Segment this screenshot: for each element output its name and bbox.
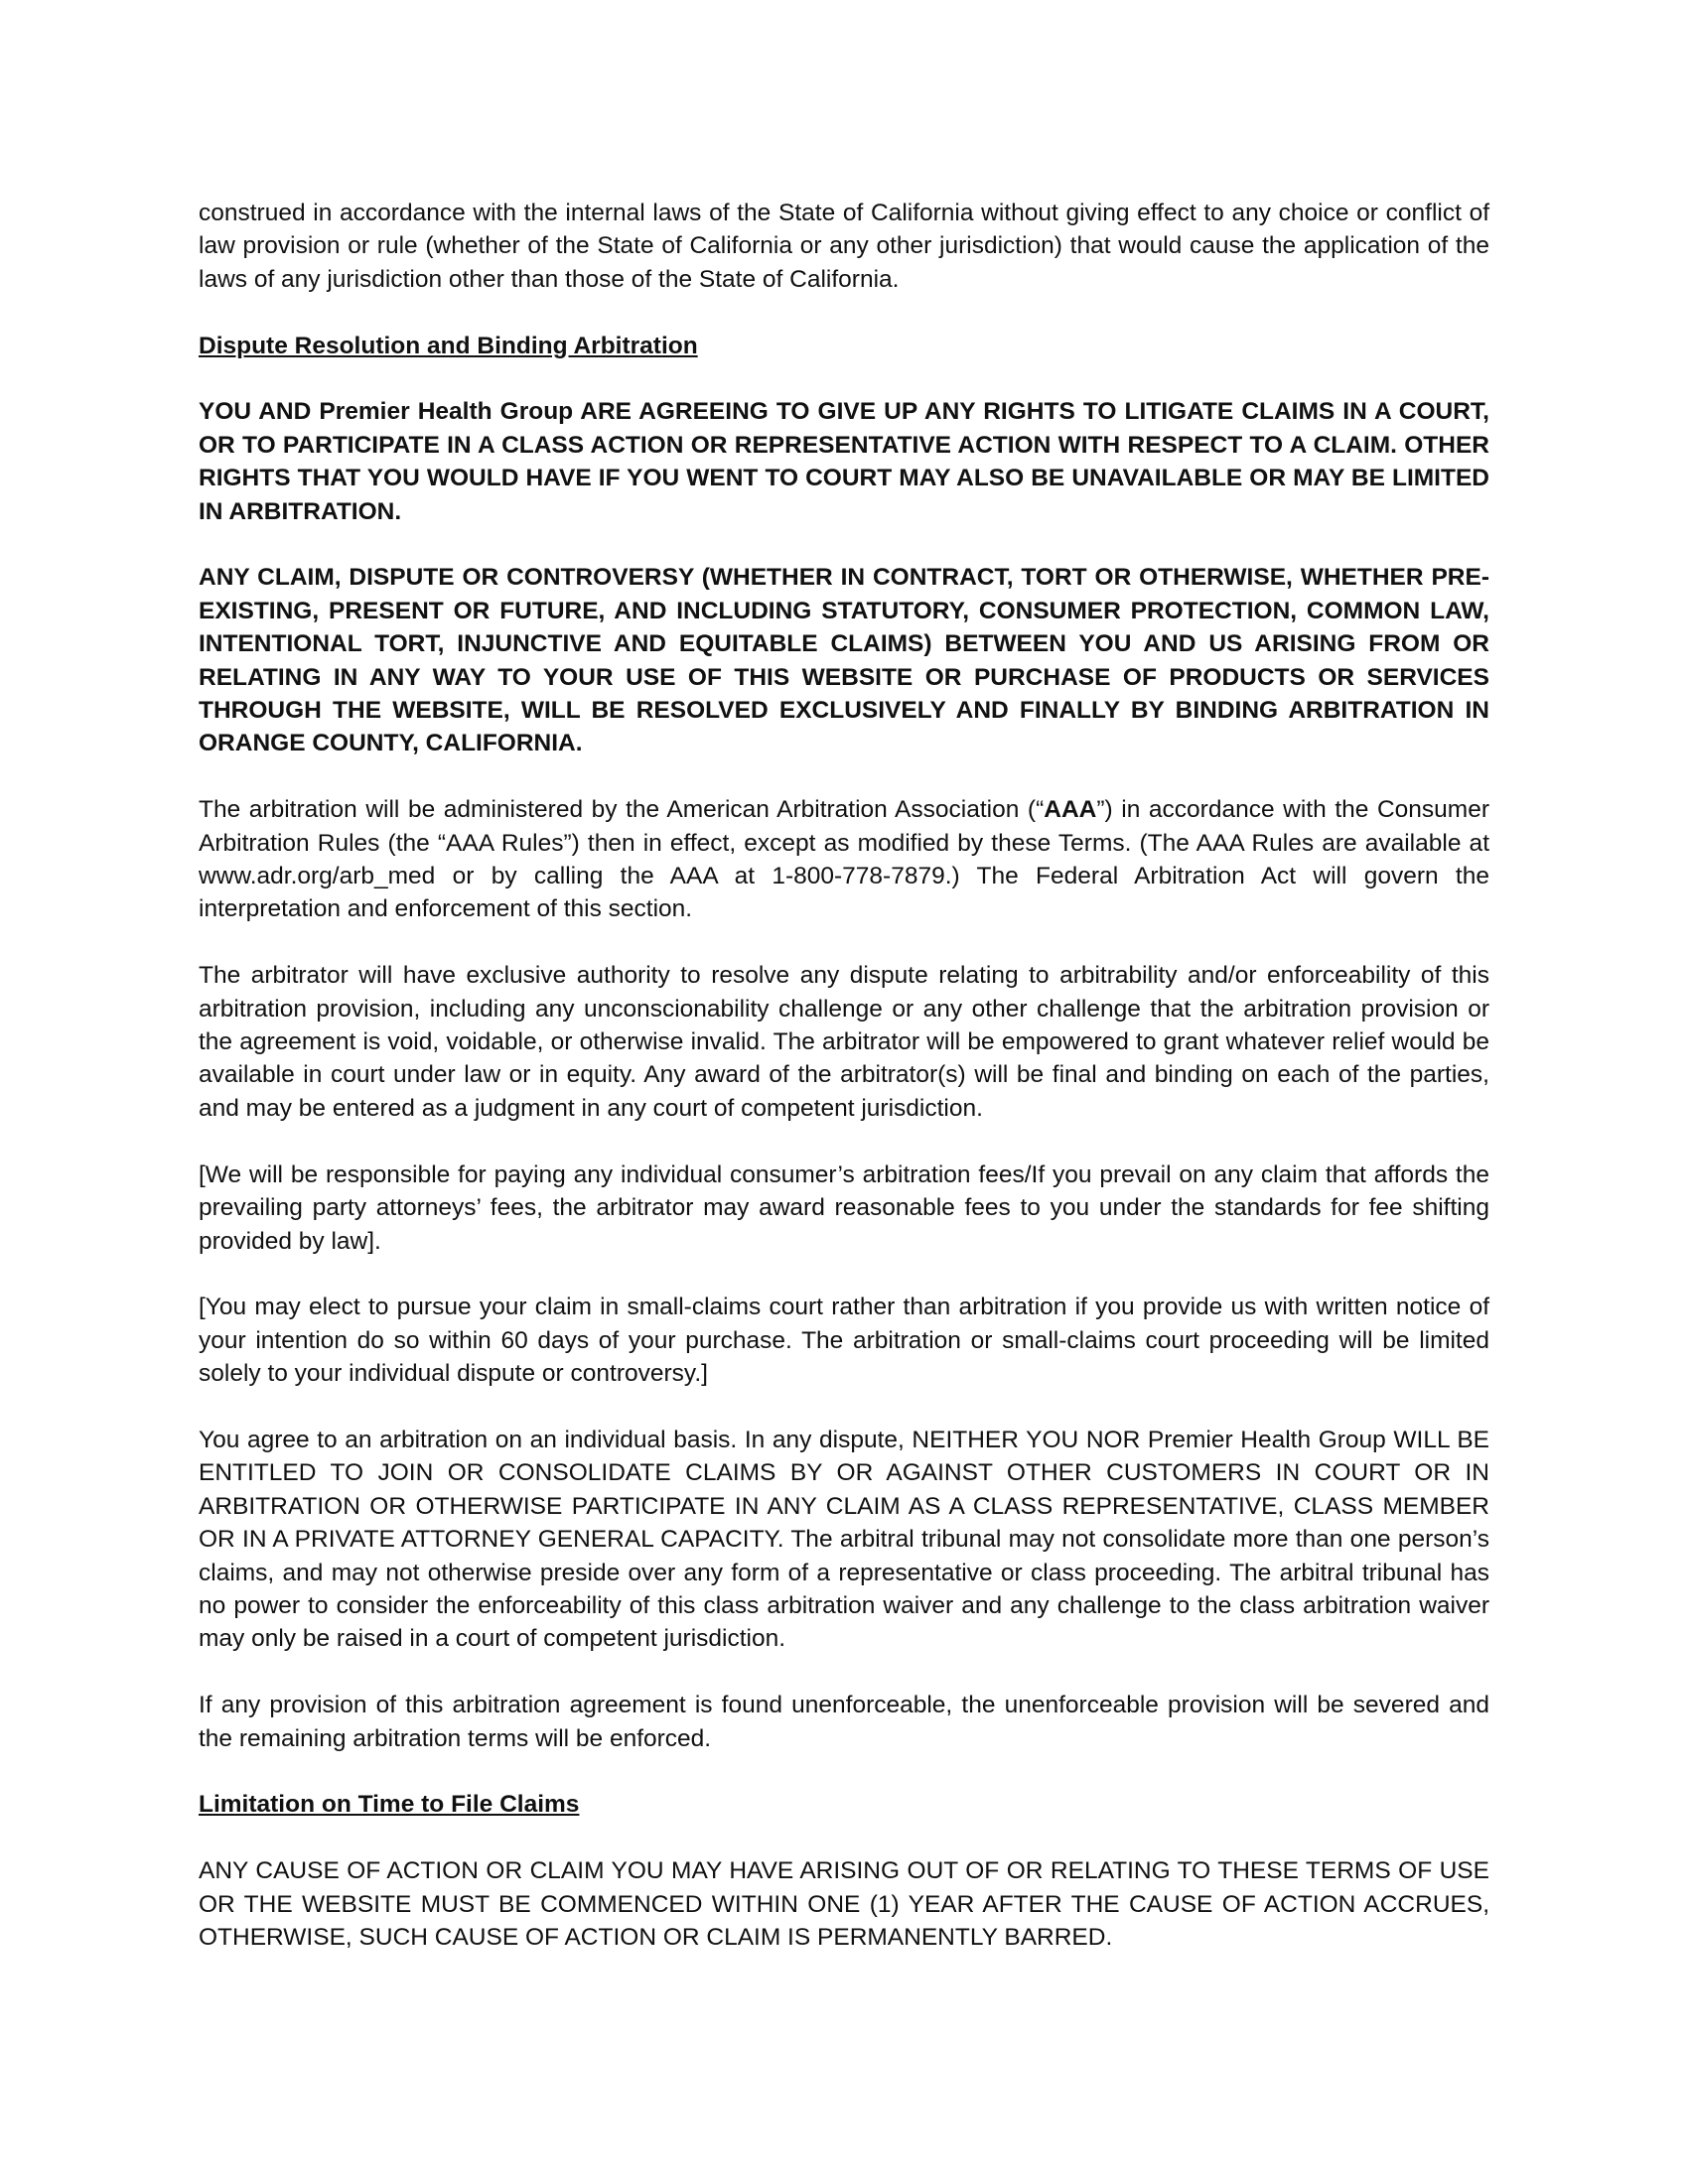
aaa-administration-paragraph <box>199 793 1489 926</box>
aaa-text-before: The arbitration will be administered by the American Arbitration Association (“ <box>199 796 1045 824</box>
small-claims-paragraph: [You may elect to pursue your claim in small-claims court rather than arbitration if you provide us with written notice of your intention do so within 60 days of your purchase. The arbitration or small-claims court proceeding will be limited solely to your individual dispute or controversy.] <box>199 1294 1489 1388</box>
governing-law-paragraph: construed in accordance with the internal laws of the State of California without giving effect to any choice or conflict of law provision or rule (whether of the State of California or any other jurisdiction) that would cause the application of the laws of any jurisdiction other than those of the State of California. <box>199 200 1489 293</box>
binding-arbitration-paragraph: ANY CLAIM, DISPUTE OR CONTROVERSY (WHETHER IN CONTRACT, TORT OR OTHERWISE, WHETHER PRE-EXISTING, PRESENT OR FUTURE, AND INCLUDING STATUTORY, CONSUMER PROTECTION, COMMON LAW, INTENTIONAL TORT, INJUNCTIVE AND EQUITABLE CLAIMS) BETWEEN YOU AND US ARISING FROM OR RELATING IN ANY WAY TO YOUR USE OF THIS WEBSITE OR PURCHASE OF PRODUCTS OR SERVICES THROUGH THE WEBSITE, WILL BE RESOLVED EXCLUSIVELY AND FINALLY BY BINDING ARBITRATION IN ORANGE COUNTY, CALIFORNIA. <box>199 564 1489 757</box>
arbitration-fees-paragraph: [We will be responsible for paying any individual consumer’s arbitration fees/If you prevail on any claim that affords the prevailing party attorneys’ fees, the arbitrator may award reasonable fees to you under the standards for fee shifting provided by law]. <box>199 1160 1489 1255</box>
aaa-text-after: ”) in accordance with the Consumer Arbitration Rules (the “AAA Rules”) then in effect, except as modified by these Terms. (The AAA Rules are available at www.adr.org/arb_med or by calling the AAA at 1-800-778-7879.) The Federal Arbitration Act will govern the interpretation and enforcement of this section. <box>199 796 1489 923</box>
limitation-paragraph: ANY CAUSE OF ACTION OR CLAIM YOU MAY HAVE ARISING OUT OF OR RELATING TO THESE TERMS OF USE OR THE WEBSITE MUST BE COMMENCED WITHIN ONE (1) YEAR AFTER THE CAUSE OF ACTION ACCRUES, OTHERWISE, SUCH CAUSE OF ACTION OR CLAIM IS PERMANENTLY BARRED. <box>199 1857 1489 1951</box>
dispute-resolution-heading: Dispute Resolution and Binding Arbitration <box>199 332 698 359</box>
limitation-heading: Limitation on Time to File Claims <box>199 1791 580 1819</box>
severability-paragraph: If any provision of this arbitration agreement is found unenforceable, the unenforceable provision will be severed and the remaining arbitration terms will be enforced. <box>199 1692 1489 1752</box>
aaa-defined-term: AAA <box>1044 796 1097 824</box>
class-waiver-paragraph: You agree to an arbitration on an individual basis. In any dispute, NEITHER YOU NOR Premier Health Group WILL BE ENTITLED TO JOIN OR CONSOLIDATE CLAIMS BY OR AGAINST OTHER CUSTOMERS IN COURT OR IN ARBITRATION OR OTHERWISE PARTICIPATE IN ANY CLAIM AS A CLASS REPRESENTATIVE, CLASS MEMBER OR IN A PRIVATE ATTORNEY GENERAL CAPACITY. The arbitral tribunal may not consolidate more than one person’s claims, and may not otherwise preside over any form of a representative or class proceeding. The arbitral tribunal has no power to consider the enforceability of this class arbitration waiver and any challenge to the class arbitration waiver may only be raised in a court of competent jurisdiction. <box>199 1426 1489 1653</box>
waiver-notice-paragraph: YOU AND Premier Health Group ARE AGREEING TO GIVE UP ANY RIGHTS TO LITIGATE CLAIMS IN A COURT, OR TO PARTICIPATE IN A CLASS ACTION OR REPRESENTATIVE ACTION WITH RESPECT TO A CLAIM. OTHER RIGHTS THAT YOU WOULD HAVE IF YOU WENT TO COURT MAY ALSO BE UNAVAILABLE OR MAY BE LIMITED IN ARBITRATION. <box>199 398 1489 525</box>
arbitrator-authority-paragraph: The arbitrator will have exclusive authority to resolve any dispute relating to arbitrability and/or enforceability of this arbitration provision, including any unconscionability challenge or any other challenge that the arbitration provision or the agreement is void, voidable, or otherwise invalid. The arbitrator will be empowered to grant whatever relief would be available in court under law or in equity. Any award of the arbitrator(s) will be final and binding on each of the parties, and may be entered as a judgment in any court of competent jurisdiction. <box>199 962 1489 1122</box>
document-page <box>199 197 1489 1987</box>
